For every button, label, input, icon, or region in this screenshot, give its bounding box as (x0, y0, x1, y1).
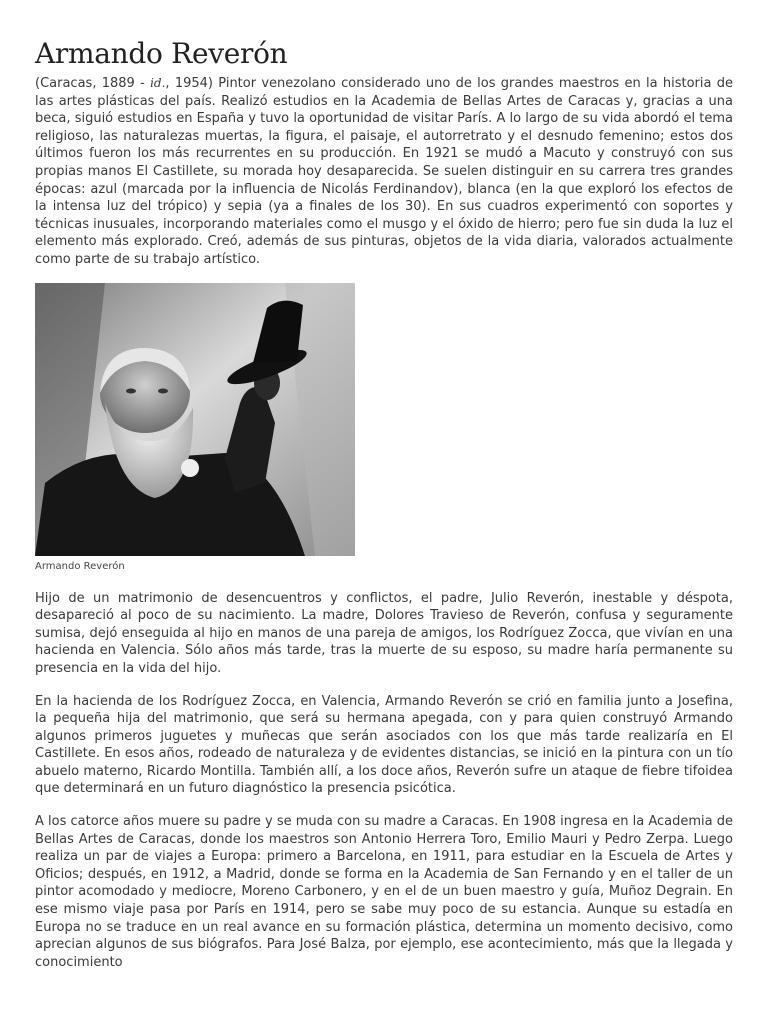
intro-pre: (Caracas, 1889 - (35, 76, 151, 91)
page-title: Armando Reverón (35, 37, 288, 70)
intro-post: , 1954) Pintor venezolano considerado uno de los grandes maestros en la historia de las artes plásticas del país. Realizó estudios en la Academia de Bellas Artes de Caracas y, gracias a una beca, siguió estudios en España y tuvo la oportunidad de visitar París. A lo largo de su vida abordó el tema religioso, las naturalezas muertas, la figura, el paisaje, el autorretrato y el desnudo femenino; estos dos últimos fueron los más recurrentes en su producción. En 1921 se mudó a Macuto y construyó con sus propias manos El Castillete, su morada hoy desaparecida. Se suelen distinguir en su carrera tres grandes épocas: azul (marcada por la influencia de Nicolás Ferdinandov), blanca (en la que exploró los efectos de la intensa luz del trópico) y sepia (ya a finales de los 30). En sus cuadros experimentó con soportes y técnicas inusuales, incorporando materiales como el musgo y el óxido de hierro; pero fue sin duda la luz el elemento más explorado. Creó, además de sus pinturas, objetos de la vida diaria, valorados actualmente como parte de su trabajo artístico. (35, 76, 733, 267)
portrait-figure (35, 283, 733, 573)
body-paragraph-2: En la hacienda de los Rodríguez Zocca, en Valencia, Armando Reverón se crió en familia junto a Josefina, la pequeña hija del matrimonio, que será su hermana apegada, con y para quien construyó Armando algunos primeros juguetes y muñecas que serán asociados con los que más tarde realizaría en El Castillete. En esos años, rodeado de naturaleza y de evidentes distancias, se inició en la pintura con un tío abuelo materno, Ricardo Montilla. También allí, a los doce años, Reverón sufre un ataque de fiebre tifoidea que determinará en un futuro diagnóstico la presencia psicótica. (35, 693, 733, 797)
body-paragraph-1: Hijo de un matrimonio de desencuentros y conflictos, el padre, Julio Reverón, inestable y déspota, desapareció al poco de su nacimiento. La madre, Dolores Travieso de Reverón, confusa y seguramente sumisa, dejó enseguida al hijo en manos de una pareja de amigos, los Rodríguez Zocca, que vivían en una hacienda en Valencia. Sólo años más tarde, tras la muerte de su esposo, su madre haría permanente su presencia en la vida del hijo. (35, 590, 733, 676)
intro-id: id. (150, 76, 166, 90)
portrait-photo (35, 283, 355, 556)
photo-caption: Armando Reverón (35, 560, 125, 572)
intro-paragraph (35, 75, 733, 269)
body-paragraph-3: A los catorce años muere su padre y se muda con su madre a Caracas. En 1908 ingresa en la Academia de Bellas Artes de Caracas, donde los maestros son Antonio Herrera Toro, Emilio Mauri y Pedro Zerpa. Luego realiza un par de viajes a Europa: primero a Barcelona, en 1911, para estudiar en la Escuela de Artes y Oficios; después, en 1912, a Madrid, donde se forma en la Academia de San Fernando y en el taller de un pintor acomodado y mediocre, Moreno Carbonero, y en el de un buen maestro y guía, Muñoz Degrain. En ese mismo viaje pasa por París en 1914, pero se sabe muy poco de su estancia. Aunque su estadía en Europa no se traduce en un real avance en su formación plástica, determina un momento decisivo, como aprecian algunos de sus biógrafos. Para José Balza, por ejemplo, ese acontecimiento, más que la llegada y conocimiento (35, 814, 733, 970)
